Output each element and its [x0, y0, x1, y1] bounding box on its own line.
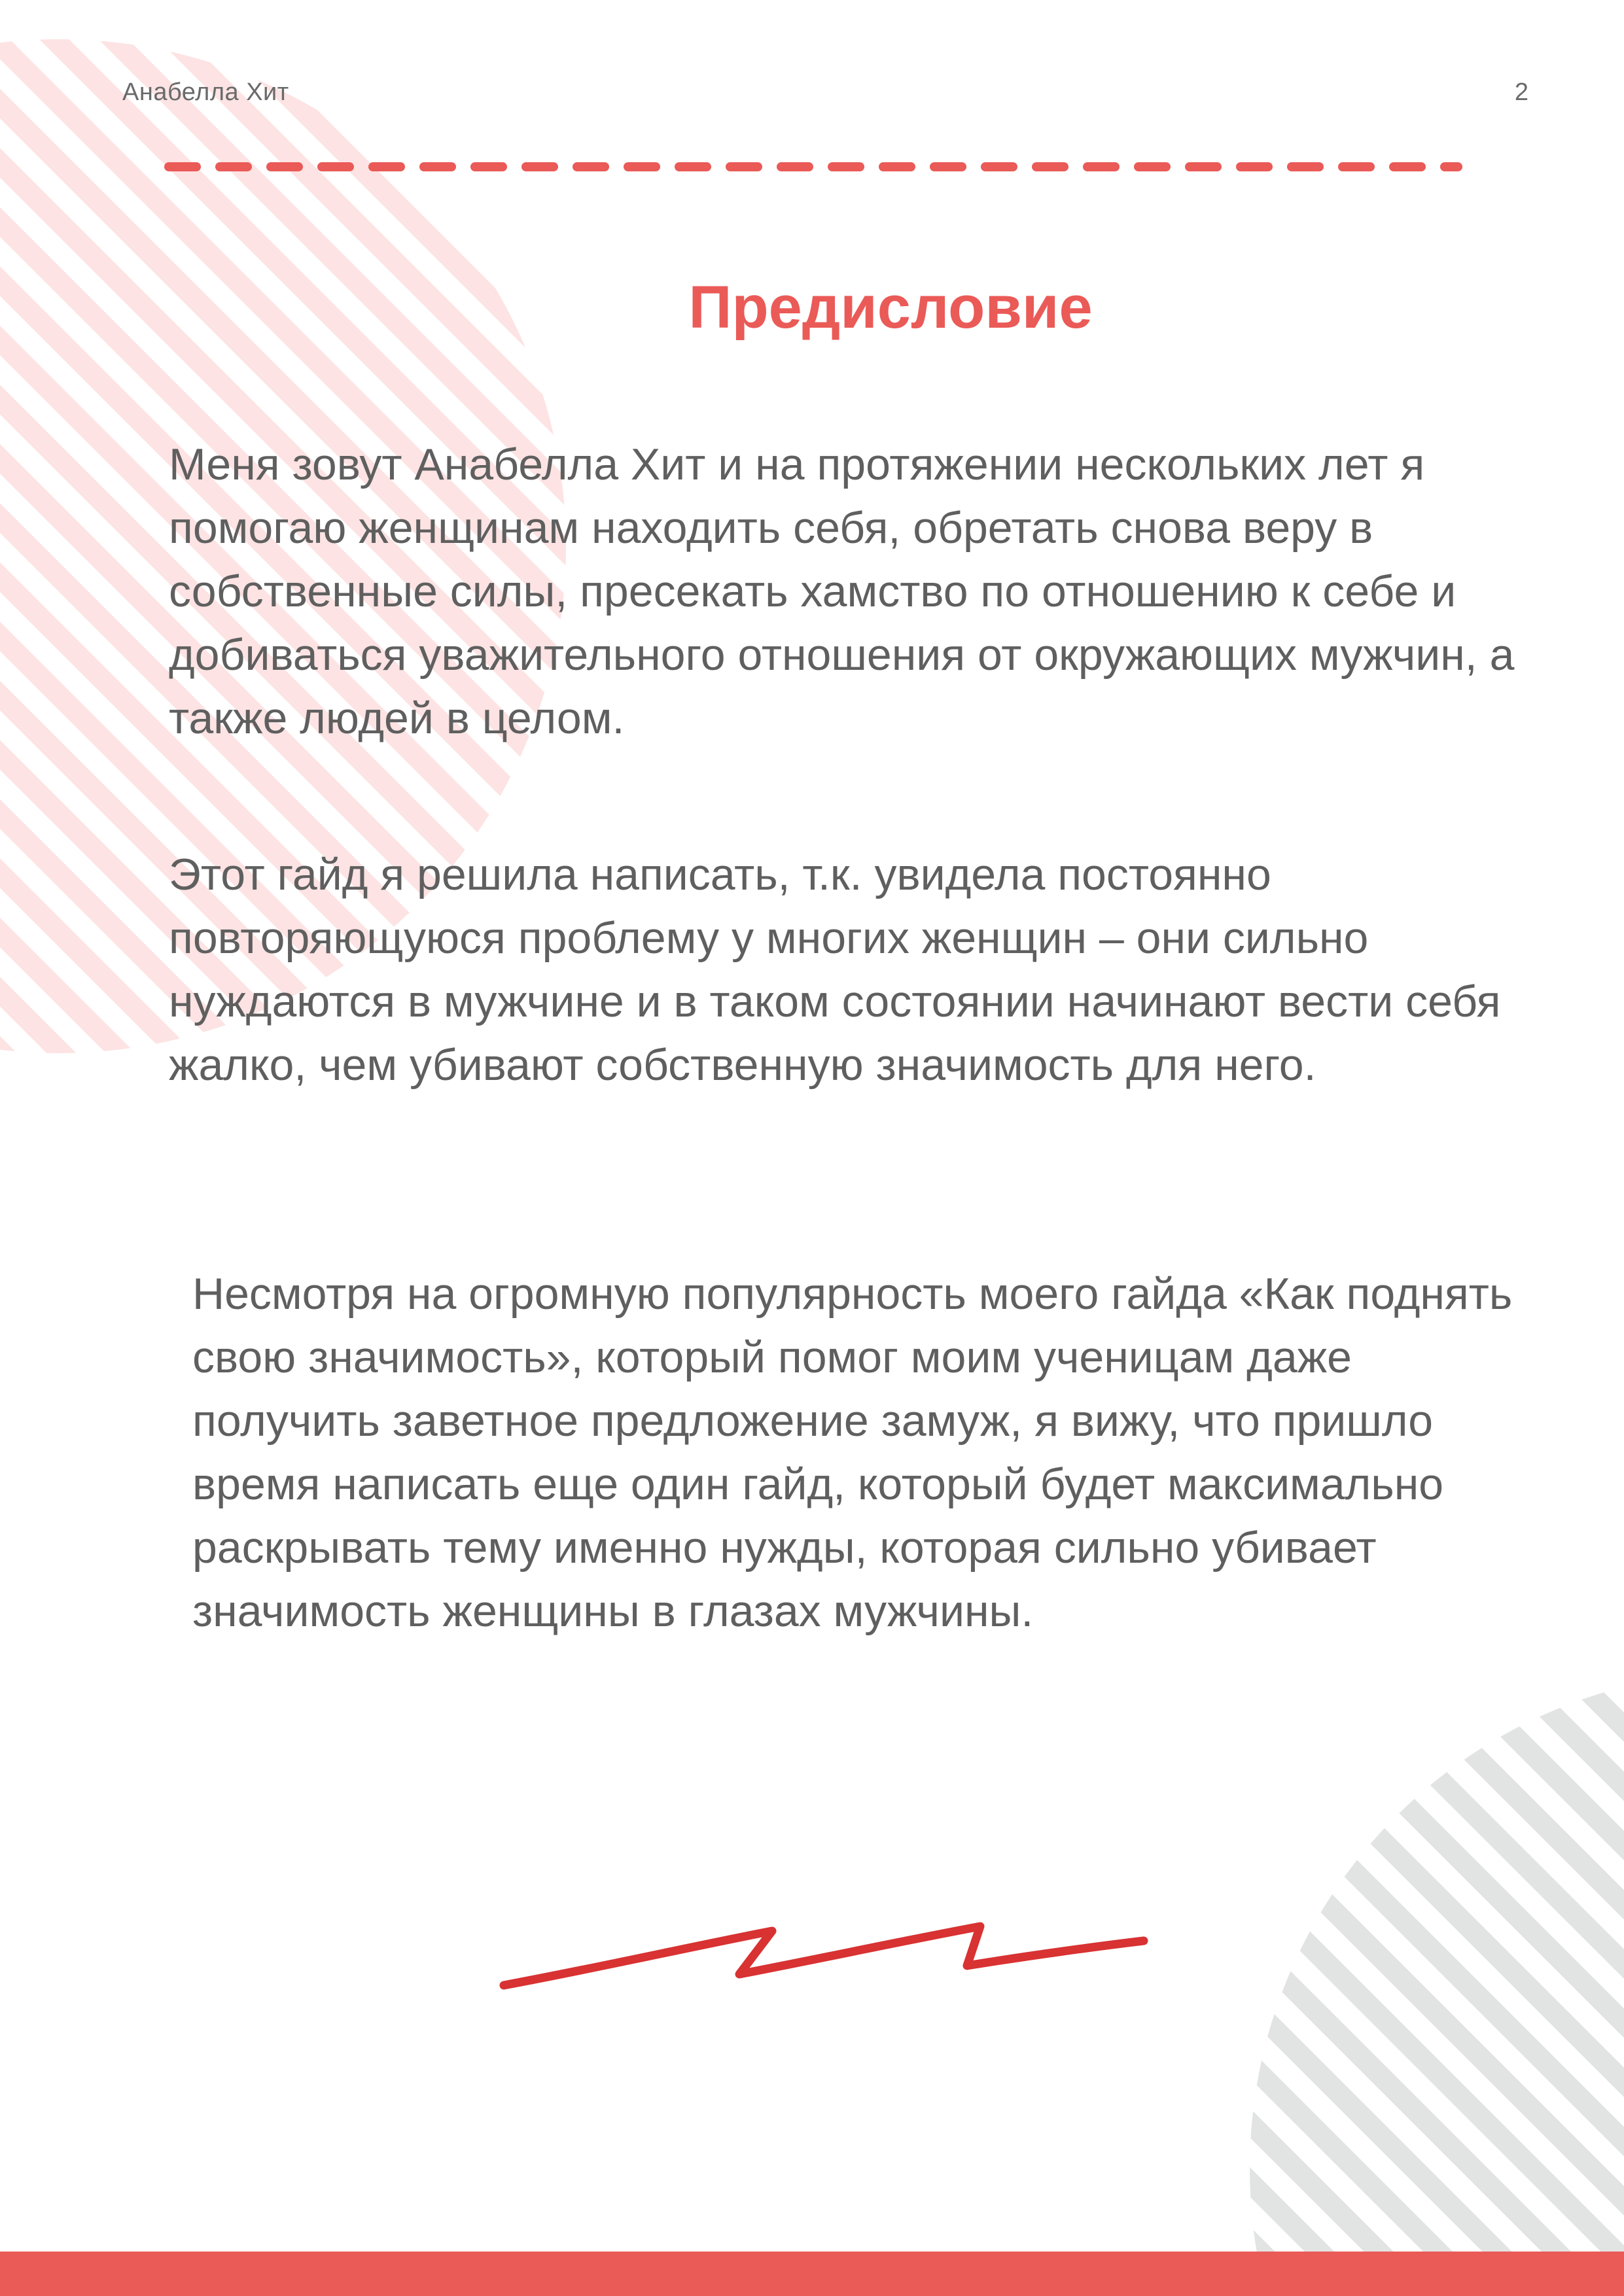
- paragraph-reason: Этот гайд я решила написать, т.к. увидела постоянно повторяющуюся проблему у многих женщин – они сильно нуждаются в мужчине и в таком состоянии начинают вести себя жалко, чем убивают собственную значимость для него.: [169, 850, 1501, 1090]
- footer-bar: [0, 2252, 1624, 2296]
- header-author: Анабелла Хит: [122, 78, 289, 106]
- page-title: [0, 273, 1624, 342]
- page-number: 2: [1514, 78, 1528, 106]
- grey-stripe-circle: [1250, 1671, 1624, 2296]
- paragraph-new-guide: Несмотря на огромную популярность моего гайда «Как поднять свою значимость», который помог моим ученицам даже получить заветное предложение замуж, я вижу, что пришло время написать еще один гайд, который будет максимально раскрывать тему именно нужды, которая сильно убивает значимость женщины в глазах мужчины.: [192, 1269, 1513, 1636]
- red-squiggle: [504, 1926, 1144, 1985]
- paragraph-intro: Меня зовут Анабелла Хит и на протяжении нескольких лет я помогаю женщинам находить себя, обретать снова веру в собственные силы, пресекать хамство по отношению к себе и добиваться уважительного отношения от окружающих мужчин, а также людей в целом.: [169, 440, 1515, 743]
- page-title-text: Предисловие: [688, 274, 1093, 341]
